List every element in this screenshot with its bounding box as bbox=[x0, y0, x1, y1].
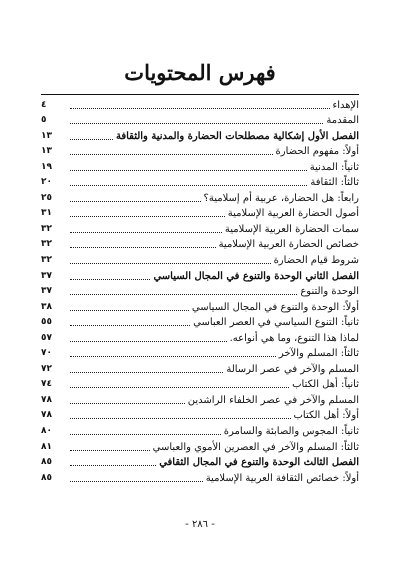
dot-leader bbox=[70, 108, 330, 109]
toc-entry bbox=[41, 112, 359, 128]
dot-leader bbox=[70, 294, 297, 295]
dot-leader bbox=[70, 216, 225, 217]
toc-entry-text: المسلم والآخر في عصر الخلفاء الراشدين bbox=[187, 394, 359, 406]
toc-entry-text: خصائص الحضارة العربية الإسلامية bbox=[218, 239, 359, 251]
dot-leader bbox=[70, 232, 222, 233]
toc-entry-text: الفصل الثالث الوحدة والتنوع في المجال الثقافي bbox=[159, 457, 359, 469]
toc-page-number: ٥ bbox=[41, 115, 47, 126]
page-title: فهرس المحتويات bbox=[124, 60, 276, 85]
toc-page-number: ٤ bbox=[41, 99, 47, 110]
toc-entry-text: ثالثاً: المسلم والآخر في العصرين الأموي والعباسي bbox=[152, 441, 359, 453]
toc-page-number: ٨١ bbox=[41, 441, 52, 452]
toc-page-number: ٣٨ bbox=[41, 301, 52, 312]
toc-entry-text: الفصل الأول إشكالية مصطلحات الحضارة والمدنية والثقافة bbox=[115, 130, 359, 142]
toc-page-number: ٣٢ bbox=[41, 239, 52, 250]
dot-leader bbox=[70, 356, 276, 357]
dot-leader bbox=[70, 481, 203, 482]
toc-entry bbox=[41, 345, 359, 361]
dot-leader bbox=[70, 185, 307, 186]
toc-page-number: ٢٥ bbox=[41, 192, 52, 203]
toc-page-number: ٧٠ bbox=[41, 348, 52, 359]
toc-entry bbox=[41, 422, 359, 438]
toc-entry bbox=[41, 283, 359, 299]
toc-entry-text: ثالثاً: الثقافة bbox=[310, 177, 359, 189]
toc-entry bbox=[41, 438, 359, 454]
toc-chapter-heading bbox=[41, 127, 359, 143]
toc-entry bbox=[41, 174, 359, 190]
toc-chapter-heading bbox=[41, 267, 359, 283]
toc-entry bbox=[41, 220, 359, 236]
toc-entry bbox=[41, 236, 359, 252]
dot-leader bbox=[70, 310, 189, 311]
toc-entry bbox=[41, 329, 359, 345]
toc-page-number: ٣٧ bbox=[41, 270, 52, 281]
dot-leader bbox=[70, 139, 113, 140]
toc-list bbox=[41, 96, 359, 485]
toc-entry-text: أولاً: أهل الكتاب bbox=[293, 410, 359, 422]
toc-entry bbox=[41, 407, 359, 423]
toc-page-number: ٧٨ bbox=[41, 394, 52, 405]
toc-page-number: ٣٢ bbox=[41, 223, 52, 234]
toc-page-number: ٧٢ bbox=[41, 363, 52, 374]
dot-leader bbox=[70, 372, 223, 373]
toc-page-number: ٨٥ bbox=[41, 472, 52, 483]
toc-entry-text: أولاً: الوحدة والتنوع في المجال السياسي bbox=[191, 301, 359, 313]
toc-page-number: ١٣ bbox=[41, 130, 52, 141]
toc-entry-text: الفصل الثاني الوحدة والتنوع في المجال السياسي bbox=[153, 270, 359, 282]
title-rule bbox=[41, 94, 359, 95]
toc-entry bbox=[41, 469, 359, 485]
toc-entry-text: ثانياً: التنوع السياسي في العصر العباسي bbox=[193, 317, 359, 329]
toc-entry-text: رابعاً: هل الحضارة، عربية أم إسلامية؟ bbox=[203, 192, 359, 204]
toc-entry-text: ثانياً: أهل الكتاب bbox=[292, 379, 359, 391]
toc-entry bbox=[41, 298, 359, 314]
toc-entry-text: لماذا هذا التنوع، وما هي أنواعه. bbox=[229, 332, 359, 344]
toc-entry-text: أصول الحضارة العربية الإسلامية bbox=[227, 208, 359, 220]
toc-entry bbox=[41, 205, 359, 221]
dot-leader bbox=[70, 434, 221, 435]
toc-page-number: ٧٨ bbox=[41, 410, 52, 421]
toc-page-number: ١٣ bbox=[41, 146, 52, 157]
toc-entry-text: سمات الحضارة العربية الإسلامية bbox=[224, 223, 359, 235]
toc-entry bbox=[41, 376, 359, 392]
dot-leader bbox=[70, 403, 185, 404]
toc-entry bbox=[41, 391, 359, 407]
toc-page-number: ٨٠ bbox=[41, 426, 52, 437]
dot-leader bbox=[70, 247, 216, 248]
toc-entry-text: الوحدة والتنوع bbox=[300, 286, 359, 298]
dot-leader bbox=[70, 325, 190, 326]
toc-page-number: ٣٧ bbox=[41, 286, 52, 297]
dot-leader bbox=[70, 465, 156, 466]
toc-entry-text: ثالثاً: المسلم والآخر bbox=[278, 348, 359, 360]
toc-page-number: ٥٧ bbox=[41, 332, 52, 343]
toc-entry bbox=[41, 360, 359, 376]
toc-entry bbox=[41, 143, 359, 159]
dot-leader bbox=[70, 279, 150, 280]
dot-leader bbox=[70, 341, 227, 342]
toc-page-number: ١٩ bbox=[41, 161, 52, 172]
dot-leader bbox=[70, 201, 201, 202]
toc-entry bbox=[41, 158, 359, 174]
toc-page-number: ٧٤ bbox=[41, 379, 52, 390]
toc-page-number: ٣١ bbox=[41, 208, 52, 219]
toc-chapter-heading bbox=[41, 454, 359, 470]
page-folio: - ٢٨٦ - bbox=[185, 519, 215, 530]
dot-leader bbox=[70, 450, 150, 451]
toc-entry-text: الإهداء bbox=[332, 99, 359, 111]
toc-page-number: ٣٢ bbox=[41, 255, 52, 266]
toc-entry bbox=[41, 189, 359, 205]
dot-leader bbox=[70, 418, 291, 419]
toc-entry-text: أولاً: مفهوم الحضارة bbox=[275, 146, 359, 158]
dot-leader bbox=[70, 154, 273, 155]
toc-page-number: ٢٠ bbox=[41, 177, 52, 188]
toc-entry bbox=[41, 251, 359, 267]
toc-entry-text: ثانياً: المدنية bbox=[309, 161, 359, 173]
toc-entry-text: أولاً: خصائص الثقافة العربية الإسلامية bbox=[205, 472, 359, 484]
toc-entry-text: شروط قيام الحضارة bbox=[273, 255, 359, 267]
toc-page-number: ٨٥ bbox=[41, 457, 52, 468]
toc-entry-text: المقدمة bbox=[326, 115, 359, 127]
toc-entry bbox=[41, 314, 359, 330]
dot-leader bbox=[70, 263, 271, 264]
toc-entry bbox=[41, 96, 359, 112]
toc-entry-text: ثانياً: المجوس والصابئة والسامرة bbox=[223, 426, 359, 438]
toc-entry-text: المسلم والآخر في عصر الرسالة bbox=[226, 363, 359, 375]
dot-leader bbox=[70, 170, 307, 171]
dot-leader bbox=[70, 123, 323, 124]
dot-leader bbox=[70, 387, 289, 388]
toc-page-number: ٥٥ bbox=[41, 317, 52, 328]
